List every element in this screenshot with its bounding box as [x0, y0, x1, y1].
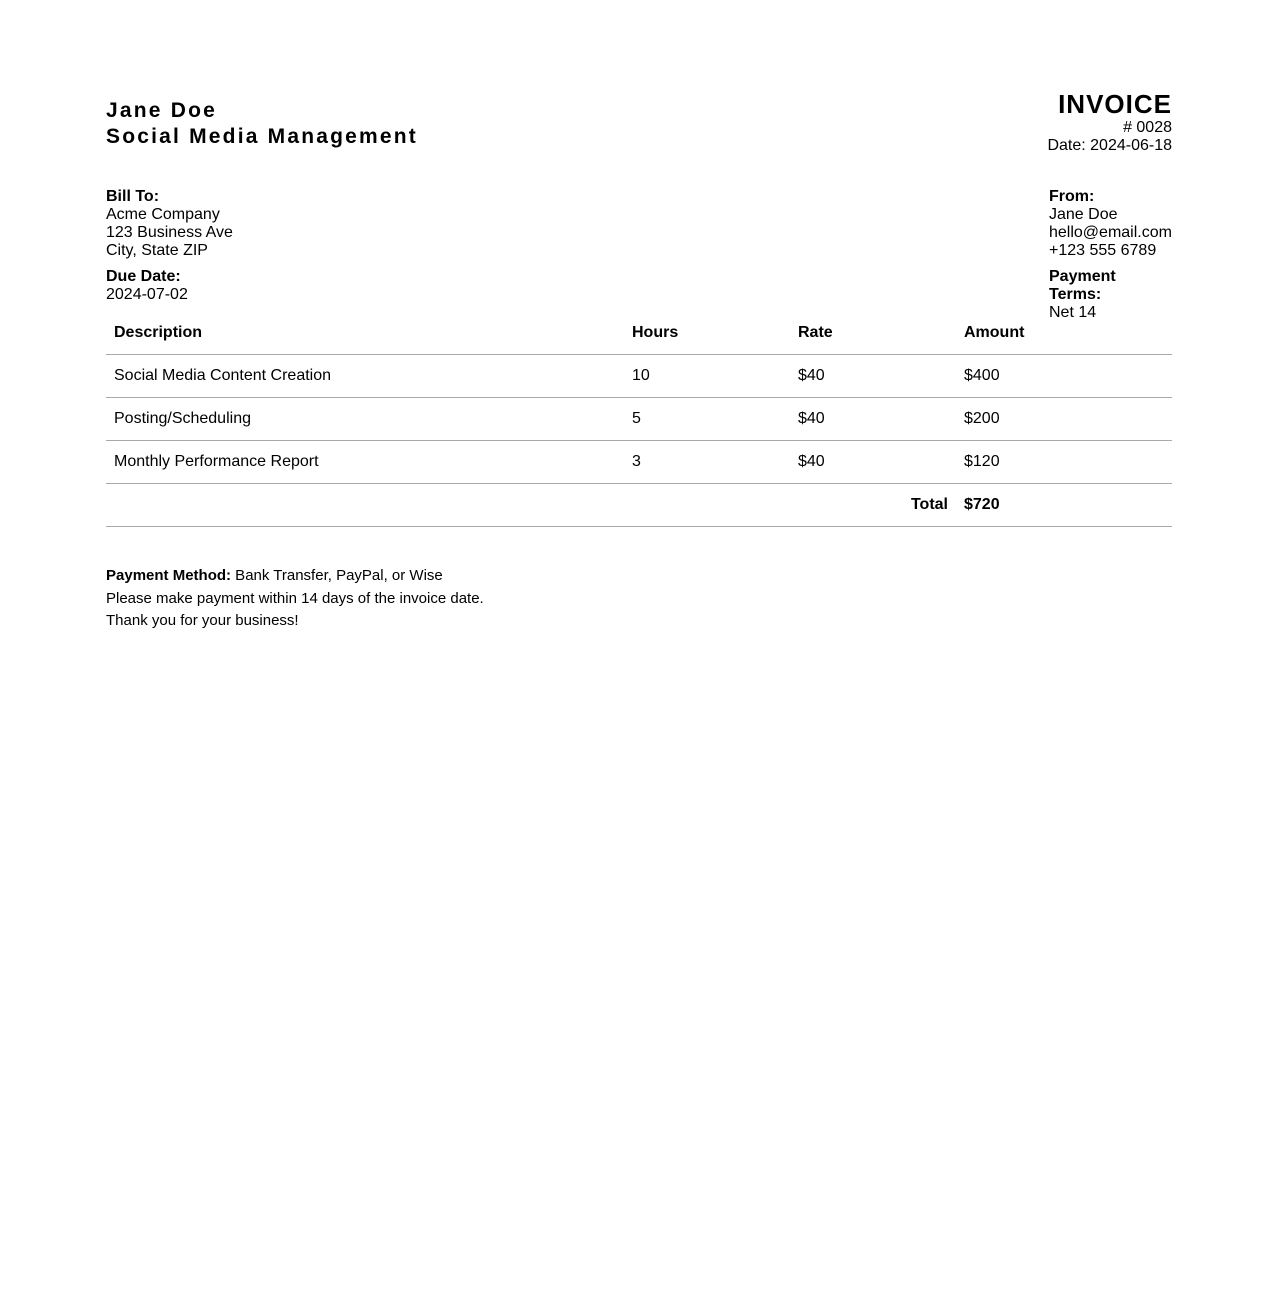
table-row	[106, 441, 1172, 484]
bill-to-company: Acme Company	[106, 206, 220, 223]
line-items-table	[106, 312, 1172, 527]
cell-hours: 5	[624, 398, 790, 441]
bill-to-block	[106, 188, 233, 304]
cell-rate: $40	[790, 355, 956, 398]
from-name: Jane Doe	[1049, 206, 1118, 223]
from-label: From:	[1049, 188, 1095, 205]
payment-notes	[106, 565, 484, 633]
total-label: Total	[106, 484, 956, 527]
invoice-number: # 0028	[1123, 119, 1172, 136]
column-header-description: Description	[106, 312, 624, 355]
cell-hours: 10	[624, 355, 790, 398]
column-header-amount: Amount	[956, 312, 1172, 355]
invoice-date: Date: 2024-06-18	[1047, 137, 1172, 154]
due-date-label: Due Date:	[106, 268, 181, 285]
due-date-value: 2024-07-02	[106, 286, 188, 303]
bill-to-address-line1: 123 Business Ave	[106, 224, 233, 241]
cell-amount: $200	[956, 398, 1172, 441]
brand-tagline: Social Media Management	[106, 125, 419, 148]
payment-instruction: Please make payment within 14 days of the invoice date.	[106, 589, 484, 607]
payment-terms-label: Payment Terms:	[1049, 268, 1116, 303]
cell-amount: $120	[956, 441, 1172, 484]
cell-description: Posting/Scheduling	[106, 398, 624, 441]
table-row	[106, 355, 1172, 398]
payment-method-value: Bank Transfer, PayPal, or Wise	[231, 567, 443, 584]
invoice-meta	[1047, 89, 1172, 155]
total-row	[106, 484, 1172, 527]
from-phone: +123 555 6789	[1049, 242, 1157, 259]
from-email: hello@email.com	[1049, 224, 1172, 241]
cell-amount: $400	[956, 355, 1172, 398]
cell-description: Social Media Content Creation	[106, 355, 624, 398]
cell-rate: $40	[790, 398, 956, 441]
brand-block	[106, 98, 418, 150]
column-header-rate: Rate	[790, 312, 956, 355]
total-value: $720	[956, 484, 1172, 527]
payment-method-label: Payment Method:	[106, 567, 232, 584]
payment-method-line	[106, 565, 484, 588]
table-header-row	[106, 312, 1172, 355]
invoice-title: INVOICE	[1058, 89, 1172, 119]
payment-terms-value: Net 14	[1049, 304, 1097, 321]
from-block	[1049, 188, 1172, 322]
bill-to-label: Bill To:	[106, 188, 160, 205]
column-header-hours: Hours	[624, 312, 790, 355]
invoice-page	[106, 0, 1172, 629]
bill-to-address-line2: City, State ZIP	[106, 242, 208, 259]
brand-name: Jane Doe	[106, 99, 217, 122]
thank-you-note: Thank you for your business!	[106, 612, 299, 629]
cell-rate: $40	[790, 441, 956, 484]
cell-description: Monthly Performance Report	[106, 441, 624, 484]
table-row	[106, 398, 1172, 441]
invoice-header	[106, 0, 1172, 170]
cell-hours: 3	[624, 441, 790, 484]
